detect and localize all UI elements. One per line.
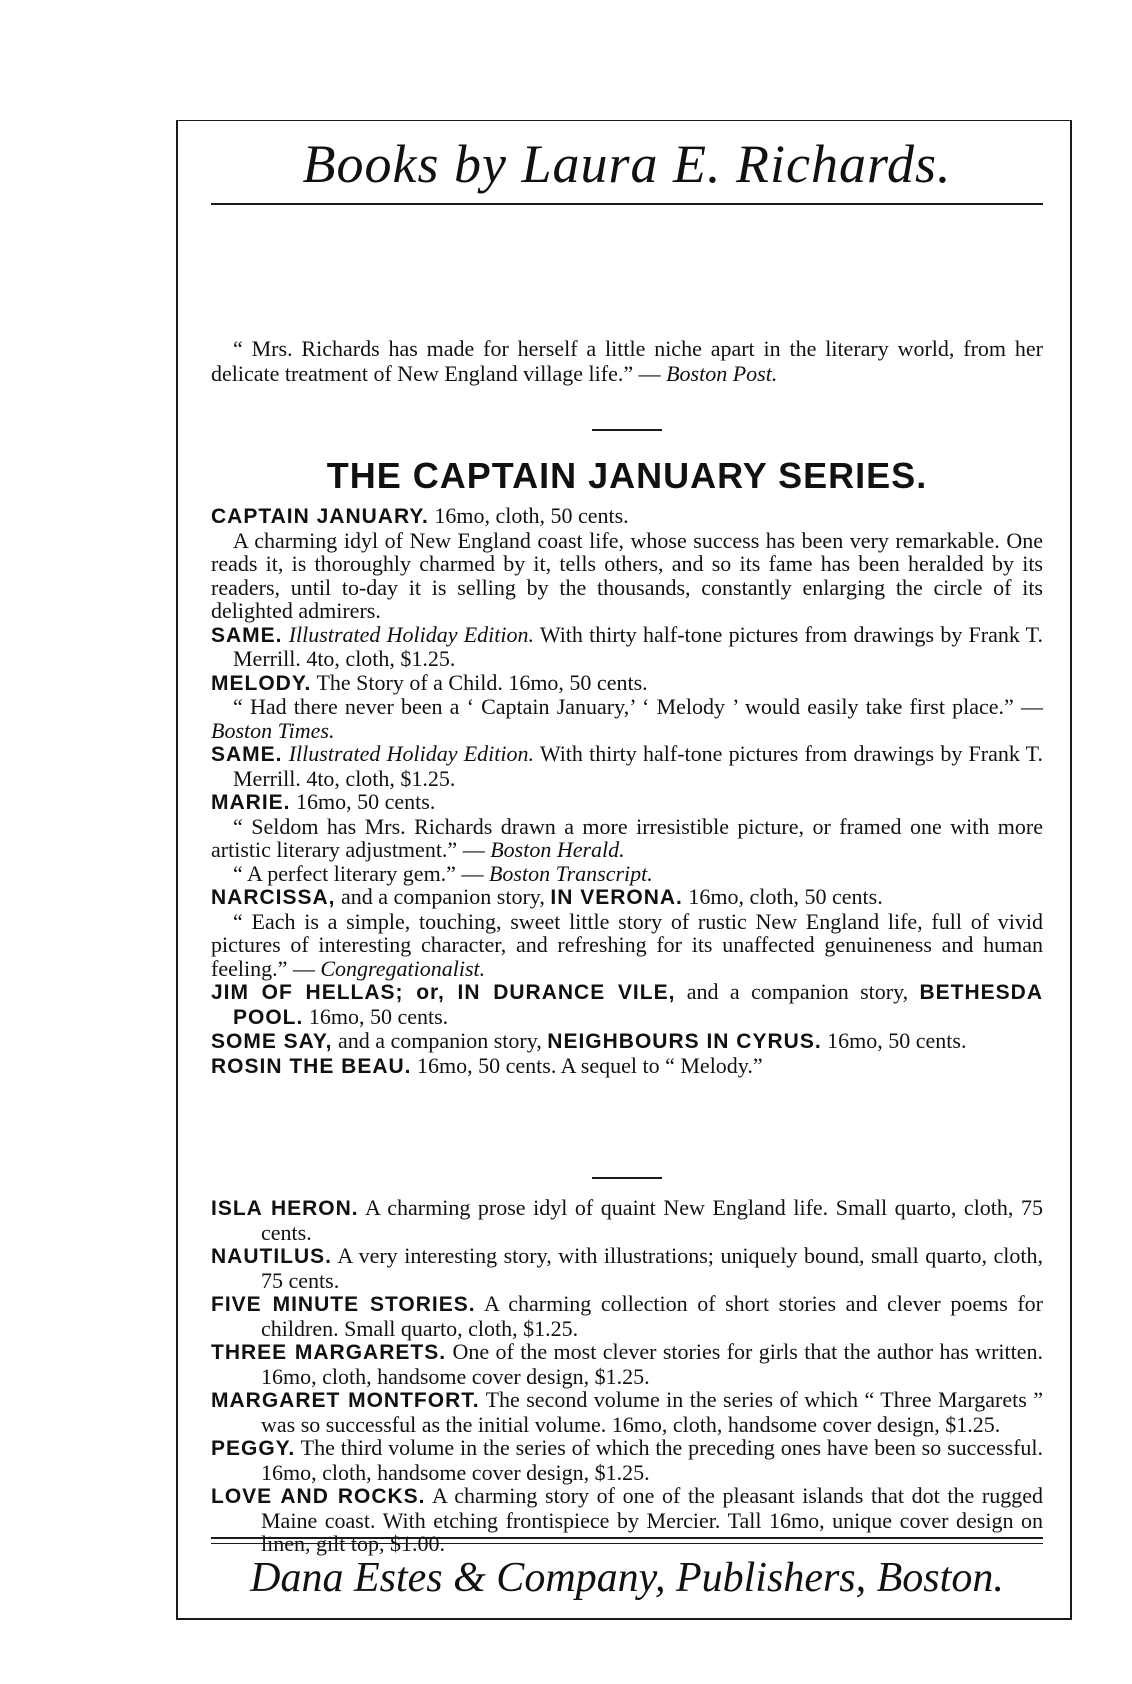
intro-quote [211,336,1043,386]
quote-text: “ Had there never been a ‘ Captain January,’ ‘ Melody ’ would easily take first place.” — [233,694,1043,719]
book-entry [211,1388,1043,1436]
book-entry [211,1436,1043,1484]
book-entry [211,885,1043,910]
book-title: LOVE AND ROCKS. [211,1485,426,1508]
review-quote [211,910,1043,981]
book-details: A charming collection of short stories and clever poems for children. Small quarto, cloth, $1.25. [261,1291,1043,1341]
book-title: ROSIN THE BEAU. [211,1054,412,1078]
advertisement-frame [176,120,1072,1620]
book-details: 16mo, cloth, 50 cents. [434,503,629,528]
book-details: A charming prose idyl of quaint New England life. Small quarto, cloth, 75 cents. [261,1195,1043,1245]
book-title: PEGGY. [211,1437,296,1460]
book-title: NEIGHBOURS IN CYRUS. [547,1030,822,1053]
book-title: MELODY. [211,671,312,695]
book-title: ISLA HERON. [211,1197,359,1220]
book-entry [211,1484,1043,1556]
book-details: With thirty half-tone pictures from drawings by Frank T. Merrill. 4to, cloth, $1.25. [233,741,1043,791]
book-details: The Story of a Child. 16mo, 50 cents. [316,669,648,695]
book-title: CAPTAIN JANUARY. [211,505,429,528]
quote-source: Boston Herald. [490,837,625,862]
quote-source: Congregationalist. [320,955,486,981]
series-title: THE CAPTAIN JANUARY SERIES. [326,455,928,496]
book-title: MARGARET MONTFORT. [211,1389,480,1412]
page-title: Books by Laura E. Richards. [302,134,952,194]
book-title: FIVE MINUTE STORIES. [211,1293,476,1316]
book-details: 16mo, 50 cents. [308,1003,449,1029]
edition-label: Illustrated Holiday Edition. [288,621,534,647]
book-entry [211,1029,1043,1054]
book-entry [211,742,1043,790]
book-entry [211,1340,1043,1388]
book-details: The third volume in the series of which the preceding ones have been so successful. 16mo, cloth, handsome cover design, $1.25. [261,1435,1044,1485]
book-entry [211,504,1043,529]
book-details: A charming story of one of the pleasant islands that dot the rugged Maine coast. With etching frontispiece by Mercier. Tall 16mo, unique cover design on linen, gilt top, $1.00. [261,1483,1044,1556]
quote-text: “ Seldom has Mrs. Richards drawn a more irresistible picture, or framed one with more artistic literary adjustment.” — [211,813,1043,862]
edition-label: Illustrated Holiday Edition. [288,741,534,766]
book-details: With thirty half-tone pictures from drawings by Frank T. Merrill. 4to, cloth, $1.25. [233,621,1043,671]
book-entry [211,623,1043,671]
book-title: THREE MARGARETS. [211,1341,447,1364]
other-books-list [211,1196,1043,1556]
book-entry [211,1196,1043,1244]
review-quote [211,815,1043,862]
book-entry [211,1292,1043,1340]
book-title: NARCISSA, [211,886,336,909]
book-details: The second volume in the series of which “ Three Margarets ” was so successful as the initial volume. 16mo, cloth, handsome cover design, $1.25. [261,1387,1043,1437]
book-details: 16mo, 50 cents. A sequel to “ Melody.” [417,1052,763,1078]
separator-rule [592,429,662,431]
book-title: SAME. [211,623,283,647]
footer-rule [211,1537,1043,1544]
publisher-imprint: Dana Estes & Company, Publishers, Boston. [250,1555,1004,1601]
book-title: BETHESDA POOL. [233,981,1044,1029]
intro-quote-text: “ Mrs. Richards has made for herself a little niche apart in the literary world, from her delicate treatment of New England village life.” — [211,336,1043,386]
quote-text: “ A perfect literary gem.” — [233,860,484,886]
book-entry [211,671,1043,696]
book-details: 16mo, 50 cents. [296,789,436,814]
quote-text: “ Each is a simple, touching, sweet little story of rustic New England life, full of vivid pictures of interesting character, and refreshing for its unaffected genuineness and human feeling.” — [211,908,1043,981]
book-connector: and a companion story, [337,1028,542,1053]
quote-source: Boston Times. [211,717,335,743]
title-rule [211,203,1043,205]
book-connector: and a companion story, [341,884,545,909]
book-entry [211,980,1043,1029]
book-title: MARIE. [211,791,291,814]
book-entry [211,790,1043,815]
book-title: IN VERONA. [550,886,683,909]
review-quote [211,695,1043,742]
book-connector: and a companion story, [686,979,909,1004]
intro-quote-source: Boston Post. [666,361,778,386]
book-description: A charming idyl of New England coast life, whose success has been very remarkable. One reads it, is thoroughly charmed by it, tells others, and so its fame has been heralded by its readers, until to-day it is selling by the thousands, constantly enlarging the circle of its delighted admirers. [211,527,1043,623]
series-list [211,504,1043,1078]
quote-source: Boston Transcript. [488,860,653,886]
book-entry [211,1054,1043,1079]
book-title: NAUTILUS. [211,1245,332,1268]
separator-rule [592,1177,662,1179]
book-details: 16mo, 50 cents. [827,1028,967,1053]
book-details: A very interesting story, with illustrations; uniquely bound, small quarto, cloth, 75 cents. [261,1243,1043,1293]
book-title: SAME. [211,743,283,766]
book-title: SOME SAY, [211,1030,333,1053]
book-entry [211,1244,1043,1292]
review-quote [211,862,1043,886]
book-details: One of the most clever stories for girls that the author has written. 16mo, cloth, handsome cover design, $1.25. [261,1339,1044,1389]
book-title: JIM OF HELLAS; or, IN DURANCE VILE, [211,981,676,1004]
book-details: 16mo, cloth, 50 cents. [688,884,883,909]
